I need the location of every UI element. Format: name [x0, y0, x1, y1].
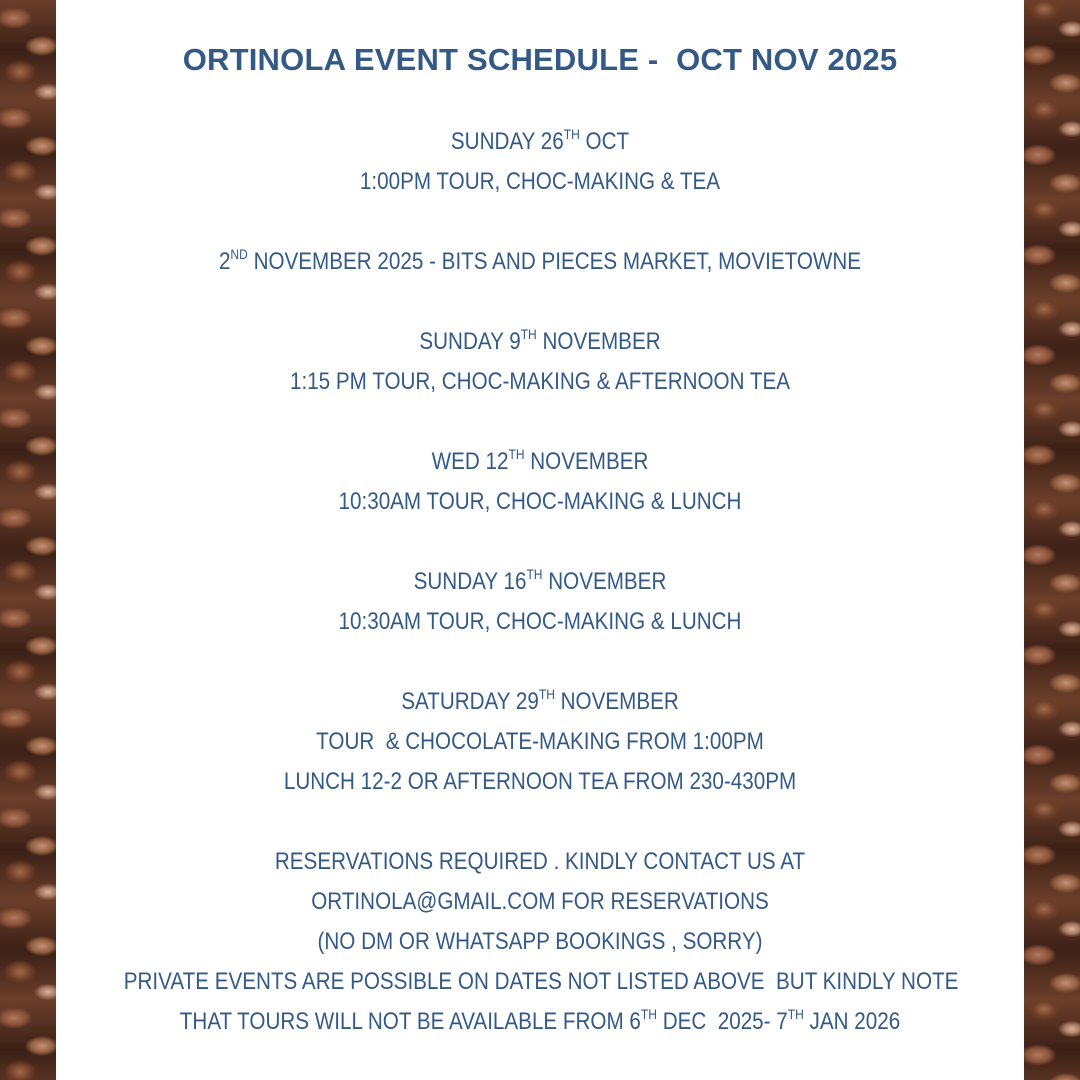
event-4-date: WED 12TH NOVEMBER	[431, 446, 649, 475]
event-4-details: 10:30AM TOUR, CHOC-MAKING & LUNCH	[338, 488, 742, 515]
event-3-details: 1:15 PM TOUR, CHOC-MAKING & AFTERNOON TEA	[289, 368, 791, 395]
contact-email: ORTINOLA@GMAIL.COM FOR RESERVATIONS	[311, 888, 769, 915]
schedule-panel	[56, 0, 1024, 1080]
event-5-date: SUNDAY 16TH NOVEMBER	[413, 566, 667, 595]
booking-restriction-note: (NO DM OR WHATSAPP BOOKINGS , SORRY)	[317, 928, 763, 955]
page-title: ORTINOLA EVENT SCHEDULE - OCT NOV 2025	[182, 42, 898, 77]
event-6-details-2: LUNCH 12-2 OR AFTERNOON TEA FROM 230-430PM	[283, 768, 797, 795]
private-events-note: PRIVATE EVENTS ARE POSSIBLE ON DATES NOT LISTED ABOVE BUT KINDLY NOTE	[123, 968, 959, 995]
event-6-date: SATURDAY 29TH NOVEMBER	[401, 686, 679, 715]
event-3-date: SUNDAY 9TH NOVEMBER	[419, 326, 661, 355]
event-5-details: 10:30AM TOUR, CHOC-MAKING & LUNCH	[338, 608, 742, 635]
event-2-date: 2ND NOVEMBER 2025 - BITS AND PIECES MARKET, MOVIETOWNE	[218, 246, 862, 275]
tour-unavailability-note: THAT TOURS WILL NOT BE AVAILABLE FROM 6TH DEC 2025- 7TH JAN 2026	[179, 1006, 901, 1035]
event-6-details-1: TOUR & CHOCOLATE-MAKING FROM 1:00PM	[316, 728, 764, 755]
cocoa-beans-right-border	[1024, 0, 1080, 1080]
event-1-details: 1:00PM TOUR, CHOC-MAKING & TEA	[359, 168, 721, 195]
event-1-date: SUNDAY 26TH OCT	[450, 126, 630, 155]
reservations-note: RESERVATIONS REQUIRED . KINDLY CONTACT US AT	[274, 848, 806, 875]
cocoa-beans-left-border	[0, 0, 56, 1080]
